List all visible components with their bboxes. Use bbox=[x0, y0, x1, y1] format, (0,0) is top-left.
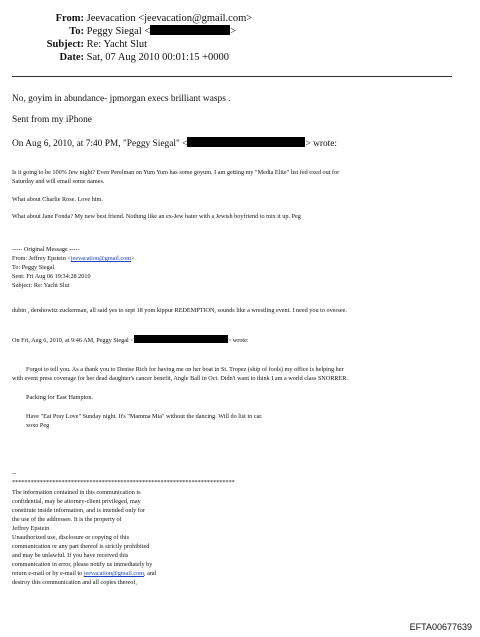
inner-attrib-suffix: > wrote: bbox=[227, 337, 249, 344]
redaction-block bbox=[134, 335, 228, 343]
from-value: Jeevacation <jeevacation@gmail.com> bbox=[86, 13, 253, 24]
contact-suffix: , and bbox=[144, 570, 157, 577]
disclaimer-line: Unauthorized use, disclosure or copying of this bbox=[12, 534, 130, 541]
disclaimer-line: The information contained in this communication is bbox=[12, 489, 141, 496]
attrib-suffix: > wrote: bbox=[305, 139, 338, 149]
subject-row bbox=[0, 38, 147, 51]
original-separator: ----- Original Message ----- bbox=[12, 246, 80, 253]
original-from-suffix: > bbox=[131, 255, 135, 262]
to-value-prefix: Peggy Siegal < bbox=[86, 26, 151, 37]
inner-line-3: Packing for East Hampton. bbox=[26, 394, 94, 401]
reply-line-1: No, goyim in abundance- jpmorgan execs brilliant wasps . bbox=[12, 94, 231, 104]
inner-line-4: Have "Eat Pray Love" Sunday night. It's "Mamma Mia" without the dancing. Will do list in car. bbox=[26, 413, 263, 420]
disclaimer-stars: ************************************************************************ bbox=[12, 479, 235, 486]
from-label: From: bbox=[55, 13, 84, 24]
to-label: To: bbox=[69, 26, 84, 37]
to-value-suffix: > bbox=[230, 26, 237, 37]
inner-line-5: xoxo Peg bbox=[26, 422, 50, 429]
original-subject: Subject: Re: Yacht Slut bbox=[12, 282, 70, 289]
peggy-line-4: What about Jane Fonda? My new best friend. Nothing like an ex-Jew hater with a Jewish boyfriend to mix it up. Peg bbox=[12, 213, 301, 220]
original-body: dubin , dershowitz zuckerman, all said yes to sept 18 yom kippur REDEMPTION, sounds like a wrestling event. I need you to oversee. bbox=[12, 307, 347, 314]
attrib-prefix: On Aug 6, 2010, at 7:40 PM, "Peggy Siegal" < bbox=[12, 139, 188, 149]
original-to: To: Peggy Siegal bbox=[12, 264, 55, 271]
date-value: Sat, 07 Aug 2010 00:01:15 +0000 bbox=[86, 52, 230, 63]
redaction-block bbox=[187, 137, 305, 147]
peggy-line-3: What about Charlie Rose. Love him. bbox=[12, 196, 103, 203]
disclaimer-line: communication in error, please notify us immediately by bbox=[12, 561, 153, 568]
email-link[interactable]: jeevacation@gmail.com bbox=[83, 570, 144, 577]
disclaimer-line: the use of the addressee. It is the property of bbox=[12, 516, 122, 523]
inner-line-2: with event press coverage for her dead daughter's cancer benefit, Angle Ball in Oct. Didn't want to think I am a world class SNORRER. bbox=[12, 375, 348, 382]
document-id: EFTA00677639 bbox=[409, 622, 472, 632]
subject-value: Re: Yacht Slut bbox=[86, 39, 148, 50]
email-link[interactable]: jeevacation@gmail.com bbox=[70, 255, 132, 262]
disclaimer-line: destroy this communication and all copies thereof, bbox=[12, 579, 137, 586]
reply-signature: Sent from my iPhone bbox=[12, 115, 92, 125]
peggy-line-2: Saturday and will email some names. bbox=[12, 178, 105, 185]
original-from bbox=[12, 255, 135, 263]
inner-line-1: Forgot to tell you. As a thank you to Denise Rich for having me on her boat in St. Tropez (ship of fools) my office is helping her bbox=[26, 366, 344, 373]
disclaimer-line-contact bbox=[12, 570, 156, 578]
to-row bbox=[0, 25, 236, 38]
subject-label: Subject: bbox=[46, 39, 84, 50]
disclaimer-line: confidential, may be attorney-client privileged, may bbox=[12, 498, 141, 505]
disclaimer-line: and may be unlawful. If you have received this bbox=[12, 552, 129, 559]
disclaimer-line: constitute inside information, and is intended only for bbox=[12, 507, 146, 514]
inner-attribution bbox=[12, 335, 249, 345]
header-divider bbox=[12, 76, 452, 77]
peggy-line-1: Is it going to be 100% Jew night? Even Perelman on Yum Yum has some goyum. I am getting my "Media Elite" list fed exed out for bbox=[12, 169, 340, 176]
contact-prefix: return e-mail or by e-mail to bbox=[12, 570, 84, 577]
disclaimer-line: Jeffrey Epstein bbox=[12, 525, 50, 532]
inner-attrib-prefix: On Fri, Aug 6, 2010, at 9:46 AM, Peggy Siegal < bbox=[12, 337, 134, 344]
original-sent: Sent: Fri Aug 06 19:34:28 2010 bbox=[12, 273, 91, 280]
date-label: Date: bbox=[59, 52, 84, 63]
reply-attribution bbox=[12, 137, 337, 150]
date-row bbox=[0, 51, 229, 64]
original-from-prefix: From: Jeffrey Epstein < bbox=[12, 255, 71, 262]
redaction-block bbox=[150, 25, 230, 35]
disclaimer-line: communication or any part thereof is strictly prohibited bbox=[12, 543, 150, 550]
disclaimer-dashes: -- bbox=[12, 470, 17, 477]
from-row bbox=[0, 12, 252, 25]
